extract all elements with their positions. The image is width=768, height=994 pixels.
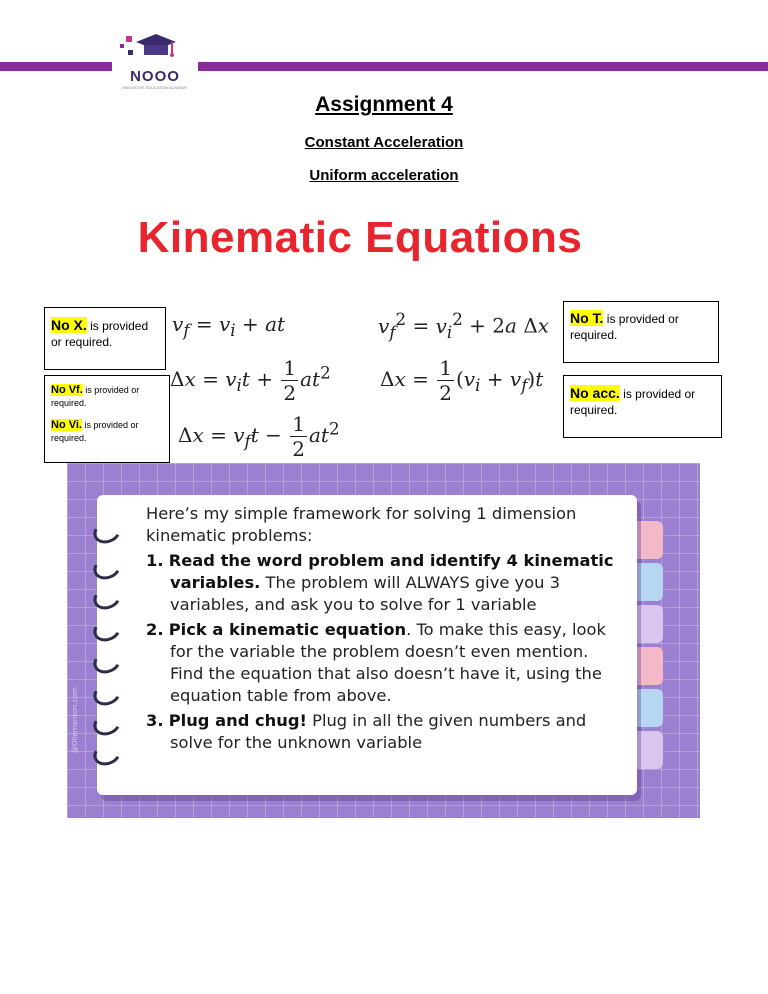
note-no-vf-text: is provided or required. — [51, 385, 140, 408]
graduation-cap-icon — [112, 28, 198, 72]
card-tab-blue-2 — [635, 689, 663, 727]
framework-step-1: 1. Read the word problem and identify 4 kinematic variables. The problem will ALWAYS give you 3 variables, and ask you to solve for 1 variable — [146, 551, 614, 614]
logo-tagline: INNOVATIVE EDUCATION ACADEMY — [122, 86, 188, 90]
card-tab-pink — [635, 521, 663, 559]
note-no-acc-text: is provided or required. — [570, 387, 696, 417]
framework-image — [67, 463, 700, 818]
equation-vf-squared: $v_f^2 = v_i^2 + 2a$ Δx — [378, 310, 550, 342]
framework-card — [97, 495, 637, 795]
equation-dx-minus: $\Delta x = v_ft$ − $\frac{1}{2}$ $at^2$ — [178, 412, 340, 461]
note-no-acc — [563, 375, 722, 438]
framework-text — [146, 503, 626, 756]
note-no-vi-text: is provided or required. — [51, 420, 139, 443]
kinematic-equations-title: Kinematic Equations — [137, 213, 583, 262]
card-tab-lavender — [635, 605, 663, 643]
card-tab-blue — [635, 563, 663, 601]
equation-dx-plus: $\Delta x = v_it$ + $\frac{1}{2}$ $at^2$ — [170, 356, 331, 405]
framework-step-2: 2. Pick a kinematic equation. To make this easy, look for the variable the problem doesn’t even mention. Find the equation that also doesn’t have it, using the equation table from above. — [146, 620, 606, 705]
note-no-x-highlight: No X. — [51, 317, 87, 333]
header-bar-left — [0, 62, 112, 71]
note-no-acc-highlight: No acc. — [570, 385, 620, 401]
note-no-t-text: is provided or required. — [570, 312, 679, 342]
note-no-t — [563, 301, 719, 363]
subtitle-constant: Constant Acceleration — [304, 134, 464, 151]
equation-dx-average: Δx = $\frac{1}{2}$ $(v_i + v_f)t$ — [380, 356, 544, 405]
card-tab-pink-2 — [635, 647, 663, 685]
framework-intro: Here’s my simple framework for solving 1 dimension kinematic problems: — [146, 504, 577, 545]
logo-name: NOOO — [130, 68, 180, 85]
note-no-x — [44, 307, 166, 370]
framework-step-3: 3. Plug and chug! Plug in all the given numbers and solve for the unknown variable — [146, 711, 587, 752]
equation-vf: $v_f = v_i$ + at — [172, 312, 286, 340]
watermark: @Ollemanson.com — [71, 687, 79, 753]
card-tab-lavender-2 — [635, 731, 663, 769]
page-title: Assignment 4 — [315, 93, 453, 116]
note-no-x-text: is provided or required. — [51, 319, 149, 349]
logo — [112, 28, 198, 94]
note-no-vi-highlight: No Vi. — [51, 419, 82, 431]
note-no-v — [44, 375, 170, 463]
note-no-vf-highlight: No Vf. — [51, 384, 83, 396]
subtitle-uniform: Uniform acceleration — [309, 167, 459, 184]
header-bar-right — [198, 62, 768, 71]
note-no-t-highlight: No T. — [570, 310, 604, 326]
